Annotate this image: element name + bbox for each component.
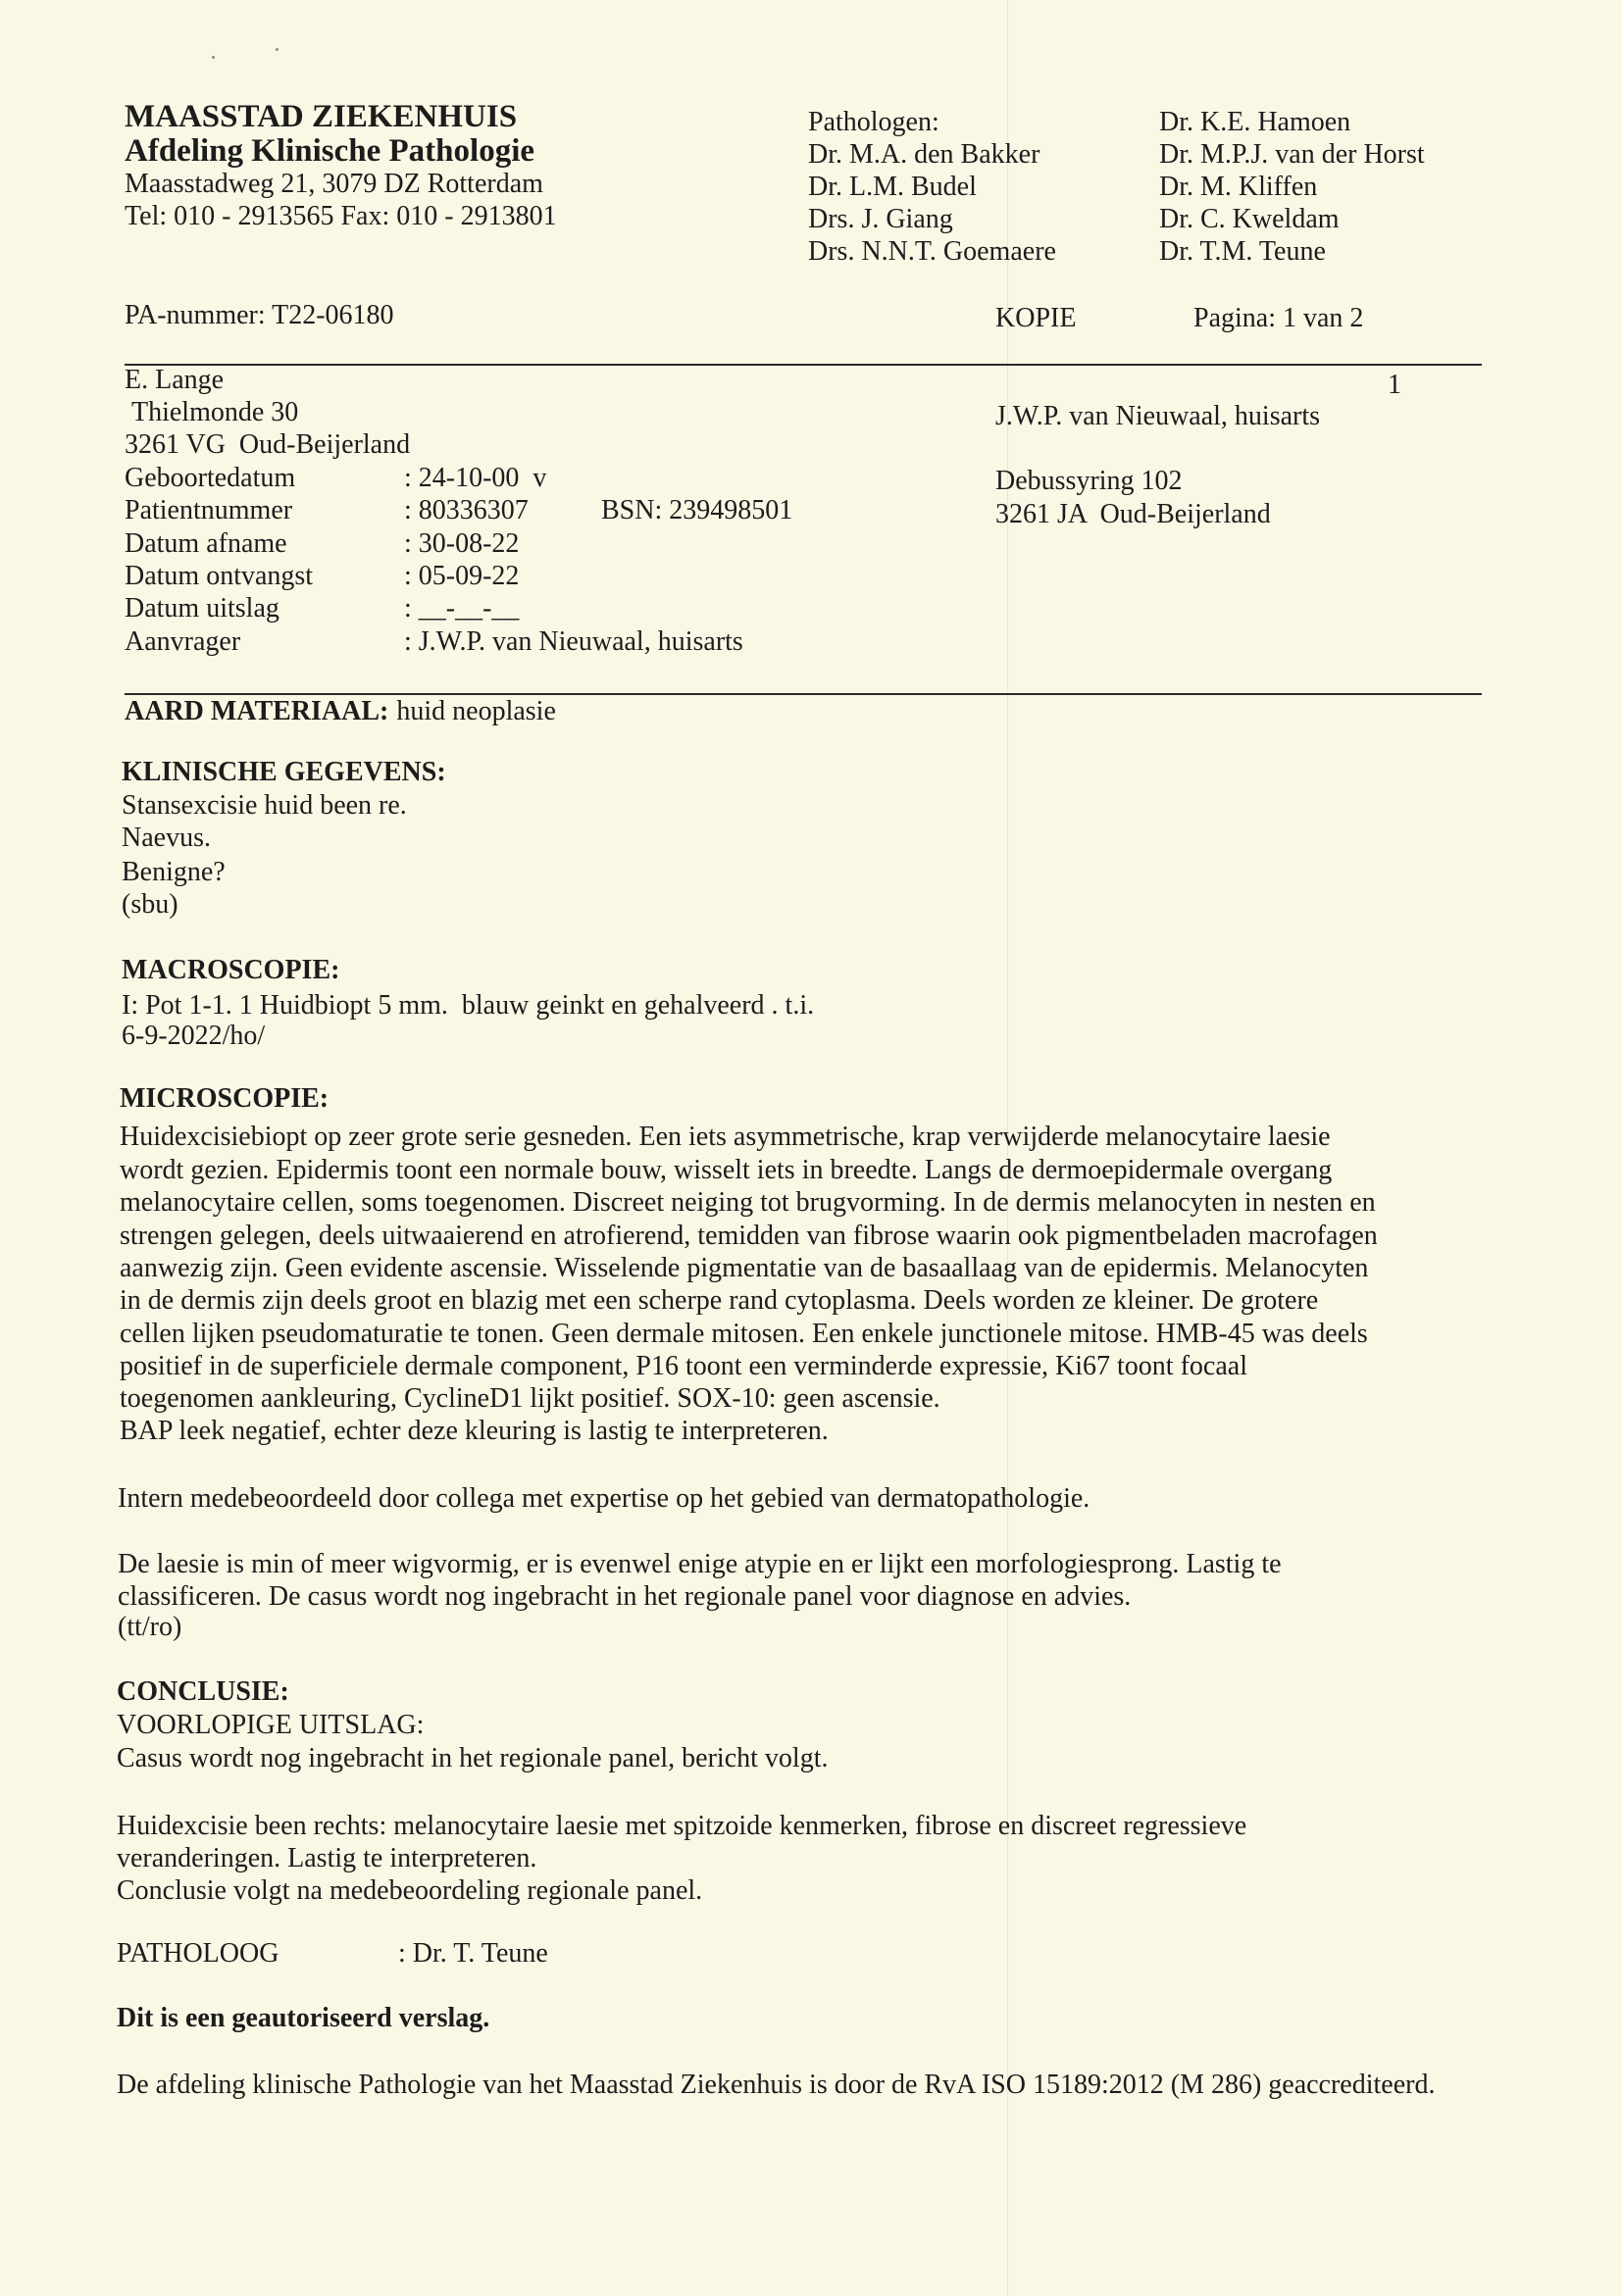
comment-line: (tt/ro) [118,1612,182,1642]
microscopy-line: strengen gelegen, deels uitwaaierend en atrofierend, temidden van fibrose waarin ook pigmentbeladen macrofagen [120,1221,1378,1251]
field-value: : __-__-__ [404,593,520,624]
copy-number: 1 [1388,370,1401,400]
scan-speck [212,56,215,59]
field-value: : J.W.P. van Nieuwaal, huisarts [404,626,743,657]
comment-line: De laesie is min of meer wigvormig, er is evenwel enige atypie en er lijkt een morfologiesprong. Lastig te [118,1549,1282,1579]
bsn-number: BSN: 239498501 [601,495,793,525]
microscopy-line: wordt gezien. Epidermis toont een normale bouw, wisselt iets in breedte. Langs de dermoepidermale overgang [120,1155,1333,1185]
macroscopy-line: 6-9-2022/ho/ [122,1021,266,1051]
field-label: Aanvrager [125,626,241,657]
conclusion-status: Casus wordt nog ingebracht in het regionale panel, bericht volgt. [117,1743,829,1773]
department-name: Afdeling Klinische Pathologie [125,133,535,169]
hospital-address: Maasstadweg 21, 3079 DZ Rotterdam [125,169,543,199]
comment-line: classificeren. De casus wordt nog ingebracht in het regionale panel voor diagnose en advies. [118,1581,1132,1612]
pathologists-label: Pathologen: [808,107,939,137]
pathologist-name: Dr. K.E. Hamoen [1159,107,1351,137]
authorization-statement: Dit is een geautoriseerd verslag. [117,2003,490,2033]
microscopy-line: positief in de superficiele dermale component, P16 toont een verminderde expressie, Ki67 toont focaal [120,1351,1247,1381]
accreditation-statement: De afdeling klinische Pathologie van het Maasstad Ziekenhuis is door de RvA ISO 15189:2012 (M 286) geaccrediteerd. [117,2070,1436,2100]
pathologist-name: Drs. N.N.T. Goemaere [808,236,1056,267]
clinical-line: Naevus. [122,823,211,853]
field-value: : 24-10-00 v [404,463,547,493]
pathologist-name: Dr. M. Kliffen [1159,172,1318,202]
field-value: : 80336307 [404,495,529,525]
microscopy-line: in de dermis zijn deels groot en blazig met een scherpe rand cytoplasma. Deels worden ze kleiner. De grotere [120,1285,1319,1316]
divider-top [125,364,1482,366]
conclusion-line: veranderingen. Lastig te interpreteren. [117,1843,537,1873]
field-label: Datum ontvangst [125,561,314,591]
pathologist-name: Dr. M.P.J. van der Horst [1159,139,1425,170]
field-label: Geboortedatum [125,463,296,493]
conclusion-subheading: VOORLOPIGE UITSLAG: [117,1710,425,1740]
signature-value: : Dr. T. Teune [398,1938,548,1969]
patient-postal-city: 3261 VG Oud-Beijerland [125,429,411,460]
addressee-name: J.W.P. van Nieuwaal, huisarts [995,401,1321,431]
copy-label: KOPIE [995,303,1077,333]
clinical-line: (sbu) [122,889,178,920]
microscopy-line: Huidexcisiebiopt op zeer grote serie gesneden. Een iets asymmetrische, krap verwijderde melanocytaire laesie [120,1122,1331,1152]
pathologist-name: Dr. M.A. den Bakker [808,139,1040,170]
field-label: Patientnummer [125,495,293,525]
pathologist-name: Dr. T.M. Teune [1159,236,1326,267]
microscopy-line: toegenomen aankleuring, CyclineD1 lijkt positief. SOX-10: geen ascensie. [120,1383,940,1414]
material-row [125,695,556,728]
pathologist-name: Dr. L.M. Budel [808,172,977,202]
microscopy-line: melanocytaire cellen, soms toegenomen. Discreet neiging tot brugvorming. In de dermis melanocyten in nesten en [120,1187,1376,1218]
hospital-name: MAASSTAD ZIEKENHUIS [125,99,518,134]
material-label: AARD MATERIAAL: [125,696,389,726]
conclusion-line: Huidexcisie been rechts: melanocytaire laesie met spitzoide kenmerken, fibrose en discreet regressieve [117,1811,1247,1841]
material-value: huid neoplasie [396,696,556,726]
section-heading-macroscopy: MACROSCOPIE: [122,955,340,985]
field-label: Datum uitslag [125,593,279,624]
patient-name: E. Lange [125,365,225,395]
addressee-street: Debussyring 102 [995,466,1183,496]
microscopy-line: cellen lijken pseudomaturatie te tonen. Geen dermale mitosen. Een enkele junctionele mitose. HMB-45 was deels [120,1319,1368,1349]
field-value: : 30-08-22 [404,528,520,559]
conclusion-line: Conclusie volgt na medebeoordeling regionale panel. [117,1875,703,1906]
pathologist-name: Dr. C. Kweldam [1159,204,1340,234]
microscopy-line: aanwezig zijn. Geen evidente ascensie. Wisselende pigmentatie van de basaallaag van de epidermis. Melanocyten [120,1253,1369,1283]
signature-label: PATHOLOOG [117,1938,279,1969]
field-label: Datum afname [125,528,287,559]
pathologist-name: Drs. J. Giang [808,204,953,234]
clinical-line: Stansexcisie huid been re. [122,790,407,821]
consult-note: Intern medebeoordeeld door collega met expertise op het gebied van dermatopathologie. [118,1483,1090,1514]
scan-speck [276,48,279,51]
page-indicator: Pagina: 1 van 2 [1193,303,1364,333]
section-heading-microscopy: MICROSCOPIE: [120,1083,329,1114]
microscopy-line: BAP leek negatief, echter deze kleuring is lastig te interpreteren. [120,1416,829,1446]
patient-street: Thielmonde 30 [131,397,299,427]
addressee-postal-city: 3261 JA Oud-Beijerland [995,499,1271,529]
section-heading-clinical: KLINISCHE GEGEVENS: [122,757,446,787]
clinical-line: Benigne? [122,857,226,887]
hospital-phone-fax: Tel: 010 - 2913565 Fax: 010 - 2913801 [125,201,557,231]
macroscopy-line: I: Pot 1-1. 1 Huidbiopt 5 mm. blauw geinkt en gehalveerd . t.i. [122,990,815,1021]
field-value: : 05-09-22 [404,561,520,591]
pa-number: PA-nummer: T22-06180 [125,300,394,330]
section-heading-conclusion: CONCLUSIE: [117,1676,289,1707]
